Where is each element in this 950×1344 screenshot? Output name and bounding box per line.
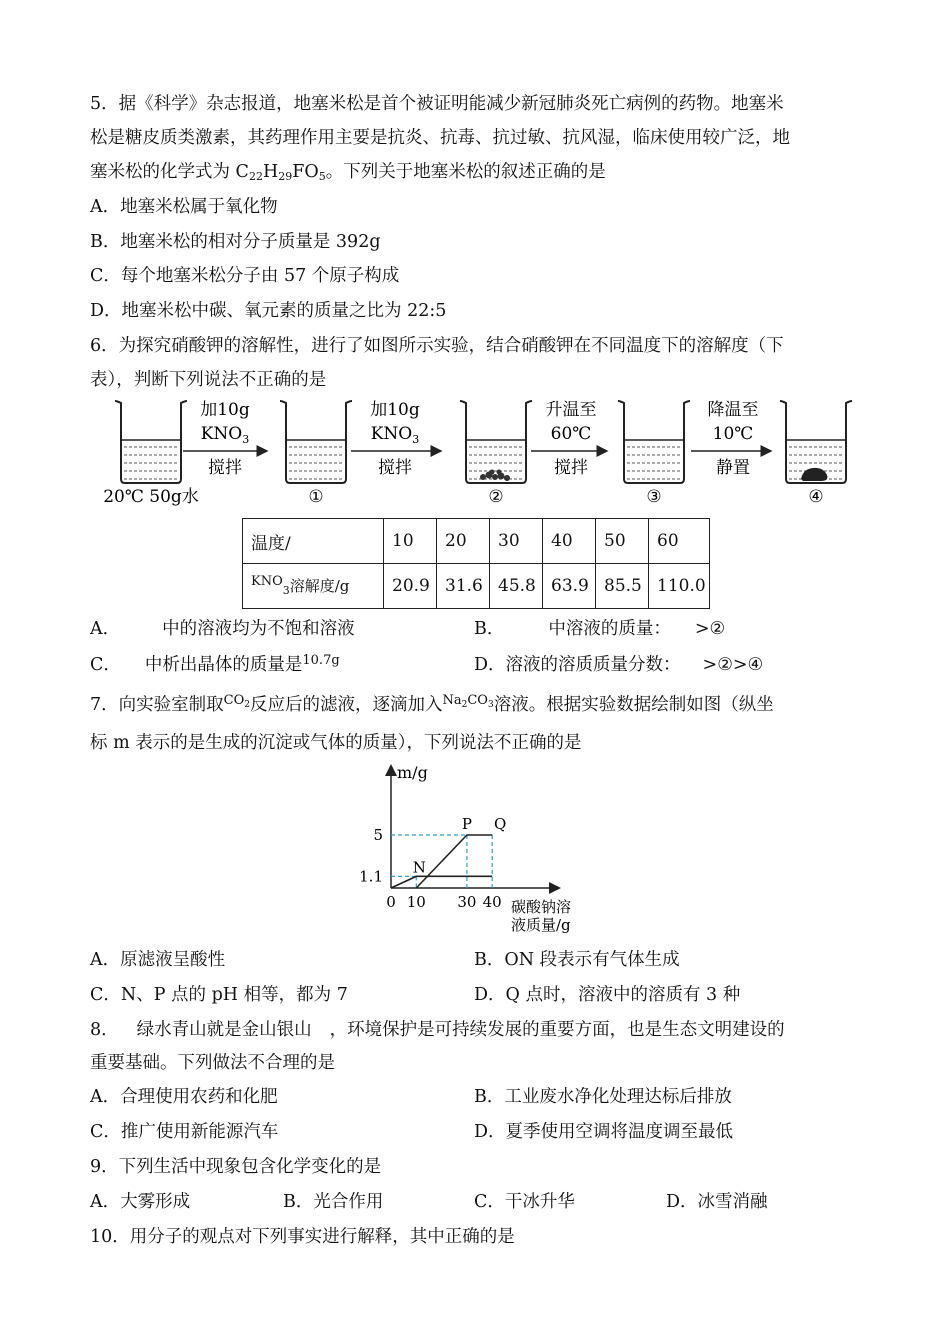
- step2-mid: $KNO_3$: [370, 424, 420, 446]
- q9-option-b: B．光合作用: [283, 1192, 384, 1212]
- x-tick-label: 40: [482, 893, 502, 911]
- q8-stem-line2: 重要基础。下列做法不合理的是: [90, 1053, 335, 1073]
- series-line-1: [391, 876, 492, 888]
- q5-stem-line1: 5．据《科学》杂志报道，地塞米松是首个被证明能减少新冠肺炎死亡病例的药物。地塞米: [90, 94, 784, 114]
- table-head-solubility: $KNO_3$溶解度/g: [243, 564, 384, 609]
- step3-mid: 60℃: [550, 424, 592, 444]
- q6-stem-line2: 表），判断下列说法不正确的是: [90, 370, 327, 390]
- x-axis-label-line1: 碳酸钠溶: [511, 898, 572, 916]
- series-line-2: [416, 835, 492, 888]
- point-label-q: Q: [494, 815, 507, 833]
- x-tick-label: 10: [406, 893, 426, 911]
- step2-top: 加10g: [370, 400, 420, 420]
- beaker-label-2: ②: [488, 487, 504, 507]
- table-cell: 31.6: [437, 564, 490, 609]
- q7-option-c: C．N、P 点的 pH 相等，都为 7: [90, 985, 348, 1005]
- table-cell: 40: [543, 519, 596, 564]
- step1-mid: $KNO_3$: [200, 424, 250, 446]
- x-tick-label: 0: [386, 893, 396, 911]
- q5-option-a: A．地塞米松属于氧化物: [90, 197, 278, 217]
- table-cell: 45.8: [490, 564, 543, 609]
- q9-option-d: D．冰雪消融: [666, 1192, 768, 1212]
- q6-option-a: A． 中的溶液均为不饱和溶液: [90, 619, 355, 639]
- q7-option-a: A．原滤液呈酸性: [90, 950, 226, 970]
- crystal-precipitate-4: [801, 468, 827, 481]
- q8-option-d: D．夏季使用空调将温度调至最低: [474, 1122, 734, 1142]
- step2-bottom: 搅拌: [378, 458, 412, 478]
- table-cell: 63.9: [543, 564, 596, 609]
- table-cell: 110.0: [649, 564, 710, 609]
- table-head-temp: 温度/: [243, 519, 384, 564]
- table-cell: 30: [490, 519, 543, 564]
- q5-option-c: C．每个地塞米松分子由 57 个原子构成: [90, 266, 400, 286]
- table-cell: 85.5: [596, 564, 649, 609]
- beaker-initial: [115, 401, 187, 483]
- q8-option-a: A．合理使用农药和化肥: [90, 1087, 278, 1107]
- x-axis-label-line2: 液质量/g: [511, 916, 571, 934]
- beaker-label-initial: 20℃ 50g水: [103, 487, 199, 507]
- table-cell: 10: [384, 519, 437, 564]
- q6-stem-line1: 6．为探究硝酸钾的溶解性，进行了如图所示实验，结合硝酸钾在不同温度下的溶解度（下: [90, 336, 784, 356]
- q7-mass-graph: [355, 762, 605, 942]
- q9-stem: 9．下列生活中现象包含化学变化的是: [90, 1157, 382, 1177]
- beaker-label-1: ①: [308, 487, 324, 507]
- point-label-p: P: [461, 815, 472, 833]
- table-cell: 60: [649, 519, 710, 564]
- q8-option-c: C．推广使用新能源汽车: [90, 1122, 279, 1142]
- y-axis-label: m/g: [397, 763, 428, 782]
- q5-option-b: B．地塞米松的相对分子质量是 392g: [90, 232, 381, 252]
- x-tick-label: 30: [457, 893, 477, 911]
- q5-stem-line3: 塞米松的化学式为 $C_{22}H_{29}FO_5$。下列关于地塞米松的叙述正确的是: [90, 162, 606, 183]
- step4-bottom: 静置: [716, 458, 750, 478]
- kno3-solubility-table: [242, 518, 710, 609]
- step1-top: 加10g: [200, 400, 250, 420]
- point-label-n: N: [412, 858, 426, 877]
- q6-option-d: D．溶液的溶质质量分数： >②>④: [474, 655, 764, 675]
- table-cell: 20.9: [384, 564, 437, 609]
- beaker-label-3: ③: [646, 487, 662, 507]
- step4-top: 降温至: [707, 400, 759, 420]
- table-row: [243, 564, 710, 609]
- q6-option-c: C． 中析出晶体的质量是$^{10.7g}$: [90, 653, 340, 675]
- step3-bottom: 搅拌: [554, 458, 588, 478]
- beaker-3: [618, 401, 690, 483]
- q7-stem-line2: 标 m 表示的是生成的沉淀或气体的质量），下列说法不正确的是: [90, 733, 582, 753]
- table-cell: 50: [596, 519, 649, 564]
- step3-top: 升温至: [545, 400, 597, 420]
- kno3-experiment-diagram: [95, 395, 855, 515]
- q5-option-d: D．地塞米松中碳、氧元素的质量之比为 22:5: [90, 301, 447, 321]
- q9-option-a: A．大雾形成: [90, 1192, 191, 1212]
- beaker-1: [280, 401, 352, 483]
- q5-stem-line2: 松是糖皮质类激素，其药理作用主要是抗炎、抗毒、抗过敏、抗风湿，临床使用较广泛，地: [90, 128, 790, 148]
- y-tick-label: 1.1: [359, 867, 383, 886]
- beaker-label-4: ④: [808, 487, 824, 507]
- q7-option-b: B．ON 段表示有气体生成: [474, 950, 680, 970]
- y-tick-label: 5: [373, 826, 383, 844]
- q6-option-b: B． 中溶液的质量： >②: [474, 619, 726, 639]
- q8-option-b: B．工业废水净化处理达标后排放: [474, 1087, 732, 1107]
- q9-option-c: C．干冰升华: [474, 1192, 575, 1212]
- q8-stem-line1: 8． 绿水青山就是金山银山 ，环境保护是可持续发展的重要方面，也是生态文明建设的: [90, 1020, 785, 1040]
- q10-stem: 10．用分子的观点对下列事实进行解释，其中正确的是: [90, 1227, 515, 1247]
- q7-option-d: D．Q 点时，溶液中的溶质有 3 种: [474, 985, 741, 1005]
- step1-bottom: 搅拌: [208, 458, 242, 478]
- q7-stem-line1: 7．向实验室制取$^{CO}$2反应后的滤液，逐滴加入$^{Na}2^{CO}3$溶液。根据实验数据绘制如图（纵坐: [90, 693, 774, 715]
- table-row: [243, 519, 710, 564]
- step4-mid: 10℃: [712, 424, 754, 444]
- table-cell: 20: [437, 519, 490, 564]
- beaker-2: [460, 401, 532, 483]
